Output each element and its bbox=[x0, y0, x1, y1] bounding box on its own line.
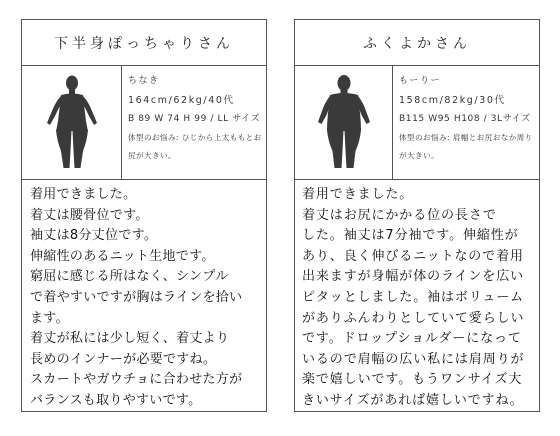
model-card-lower-body bbox=[21, 19, 267, 412]
model-measurements: B 89 W 74 H 99 / LL サイズ bbox=[128, 114, 261, 124]
review-text bbox=[295, 180, 539, 412]
review-line: 着用できました。 bbox=[30, 187, 137, 202]
profile-section bbox=[295, 66, 539, 180]
figure-box bbox=[295, 66, 393, 179]
model-name: ちなき bbox=[128, 76, 160, 86]
review-line: 窮屈に感じる所はなく、シンプル bbox=[30, 269, 229, 285]
review-line: きいサイズがあれば嬉しいですね。 bbox=[302, 392, 524, 408]
model-name: もーりー bbox=[399, 76, 442, 86]
review-line: 袖丈は8分丈位です。 bbox=[30, 228, 158, 244]
figure-box bbox=[22, 66, 122, 179]
body-worry: 体型のお悩み: 肩幅とお尻おなか周りが大きい。 bbox=[399, 133, 533, 160]
body-worry: 体型のお悩み: ひじから上太ももとお尻が大きい。 bbox=[128, 133, 262, 160]
model-stats: 158cm/82kg/30代 bbox=[399, 95, 506, 106]
review-text bbox=[22, 180, 266, 412]
review-line: いるので肩幅の広い私には肩周りが bbox=[302, 351, 525, 367]
model-stats: 164cm/62kg/40代 bbox=[128, 95, 235, 106]
review-line: 着丈は腰骨位です。 bbox=[30, 207, 149, 223]
review-line: あり、良く伸びるニットなので着用 bbox=[302, 248, 524, 264]
profile-section bbox=[22, 66, 266, 180]
body-silhouette-icon bbox=[42, 73, 102, 173]
review-line: ピタッとしました。袖はボリューム bbox=[302, 289, 525, 305]
model-measurements: B115 W95 H108 / 3Lサイズ bbox=[399, 114, 531, 124]
review-line: ます。 bbox=[30, 310, 69, 326]
review-line: がありふんわりとしていて愛らしい bbox=[302, 310, 525, 326]
review-line: 着丈はお尻にかかる位の長さで bbox=[302, 207, 497, 223]
card-title: 下半身ぽっちゃりさん bbox=[22, 20, 266, 66]
review-line: 着丈が私には少し短く、着丈より bbox=[30, 331, 230, 347]
review-line: 長めのインナーが必要ですね。 bbox=[30, 351, 217, 367]
review-line: で着やすいですが胸はラインを拾い bbox=[30, 289, 243, 305]
profile-info bbox=[122, 66, 266, 179]
profile-info bbox=[393, 66, 539, 179]
card-title: ふくよかさん bbox=[295, 20, 539, 66]
model-card-plus-size bbox=[294, 19, 540, 412]
review-line: 出来ますが身幅が体のラインを広い bbox=[302, 269, 525, 285]
body-silhouette-icon bbox=[314, 73, 374, 173]
review-line: 着用できました。 bbox=[302, 187, 414, 202]
review-line: 楽で嬉しいです。もうワンサイズ大 bbox=[302, 372, 523, 388]
review-line: スカートやガウチョに合わせた方が bbox=[30, 372, 243, 388]
review-line: 伸縮性のあるニット生地です。 bbox=[30, 248, 215, 264]
review-line: です。ドロップショルダーになって bbox=[302, 331, 522, 347]
review-line: した。袖丈は7分袖です。伸縮性が bbox=[302, 228, 519, 244]
review-line: バランスも取りやすいです。 bbox=[30, 392, 202, 408]
